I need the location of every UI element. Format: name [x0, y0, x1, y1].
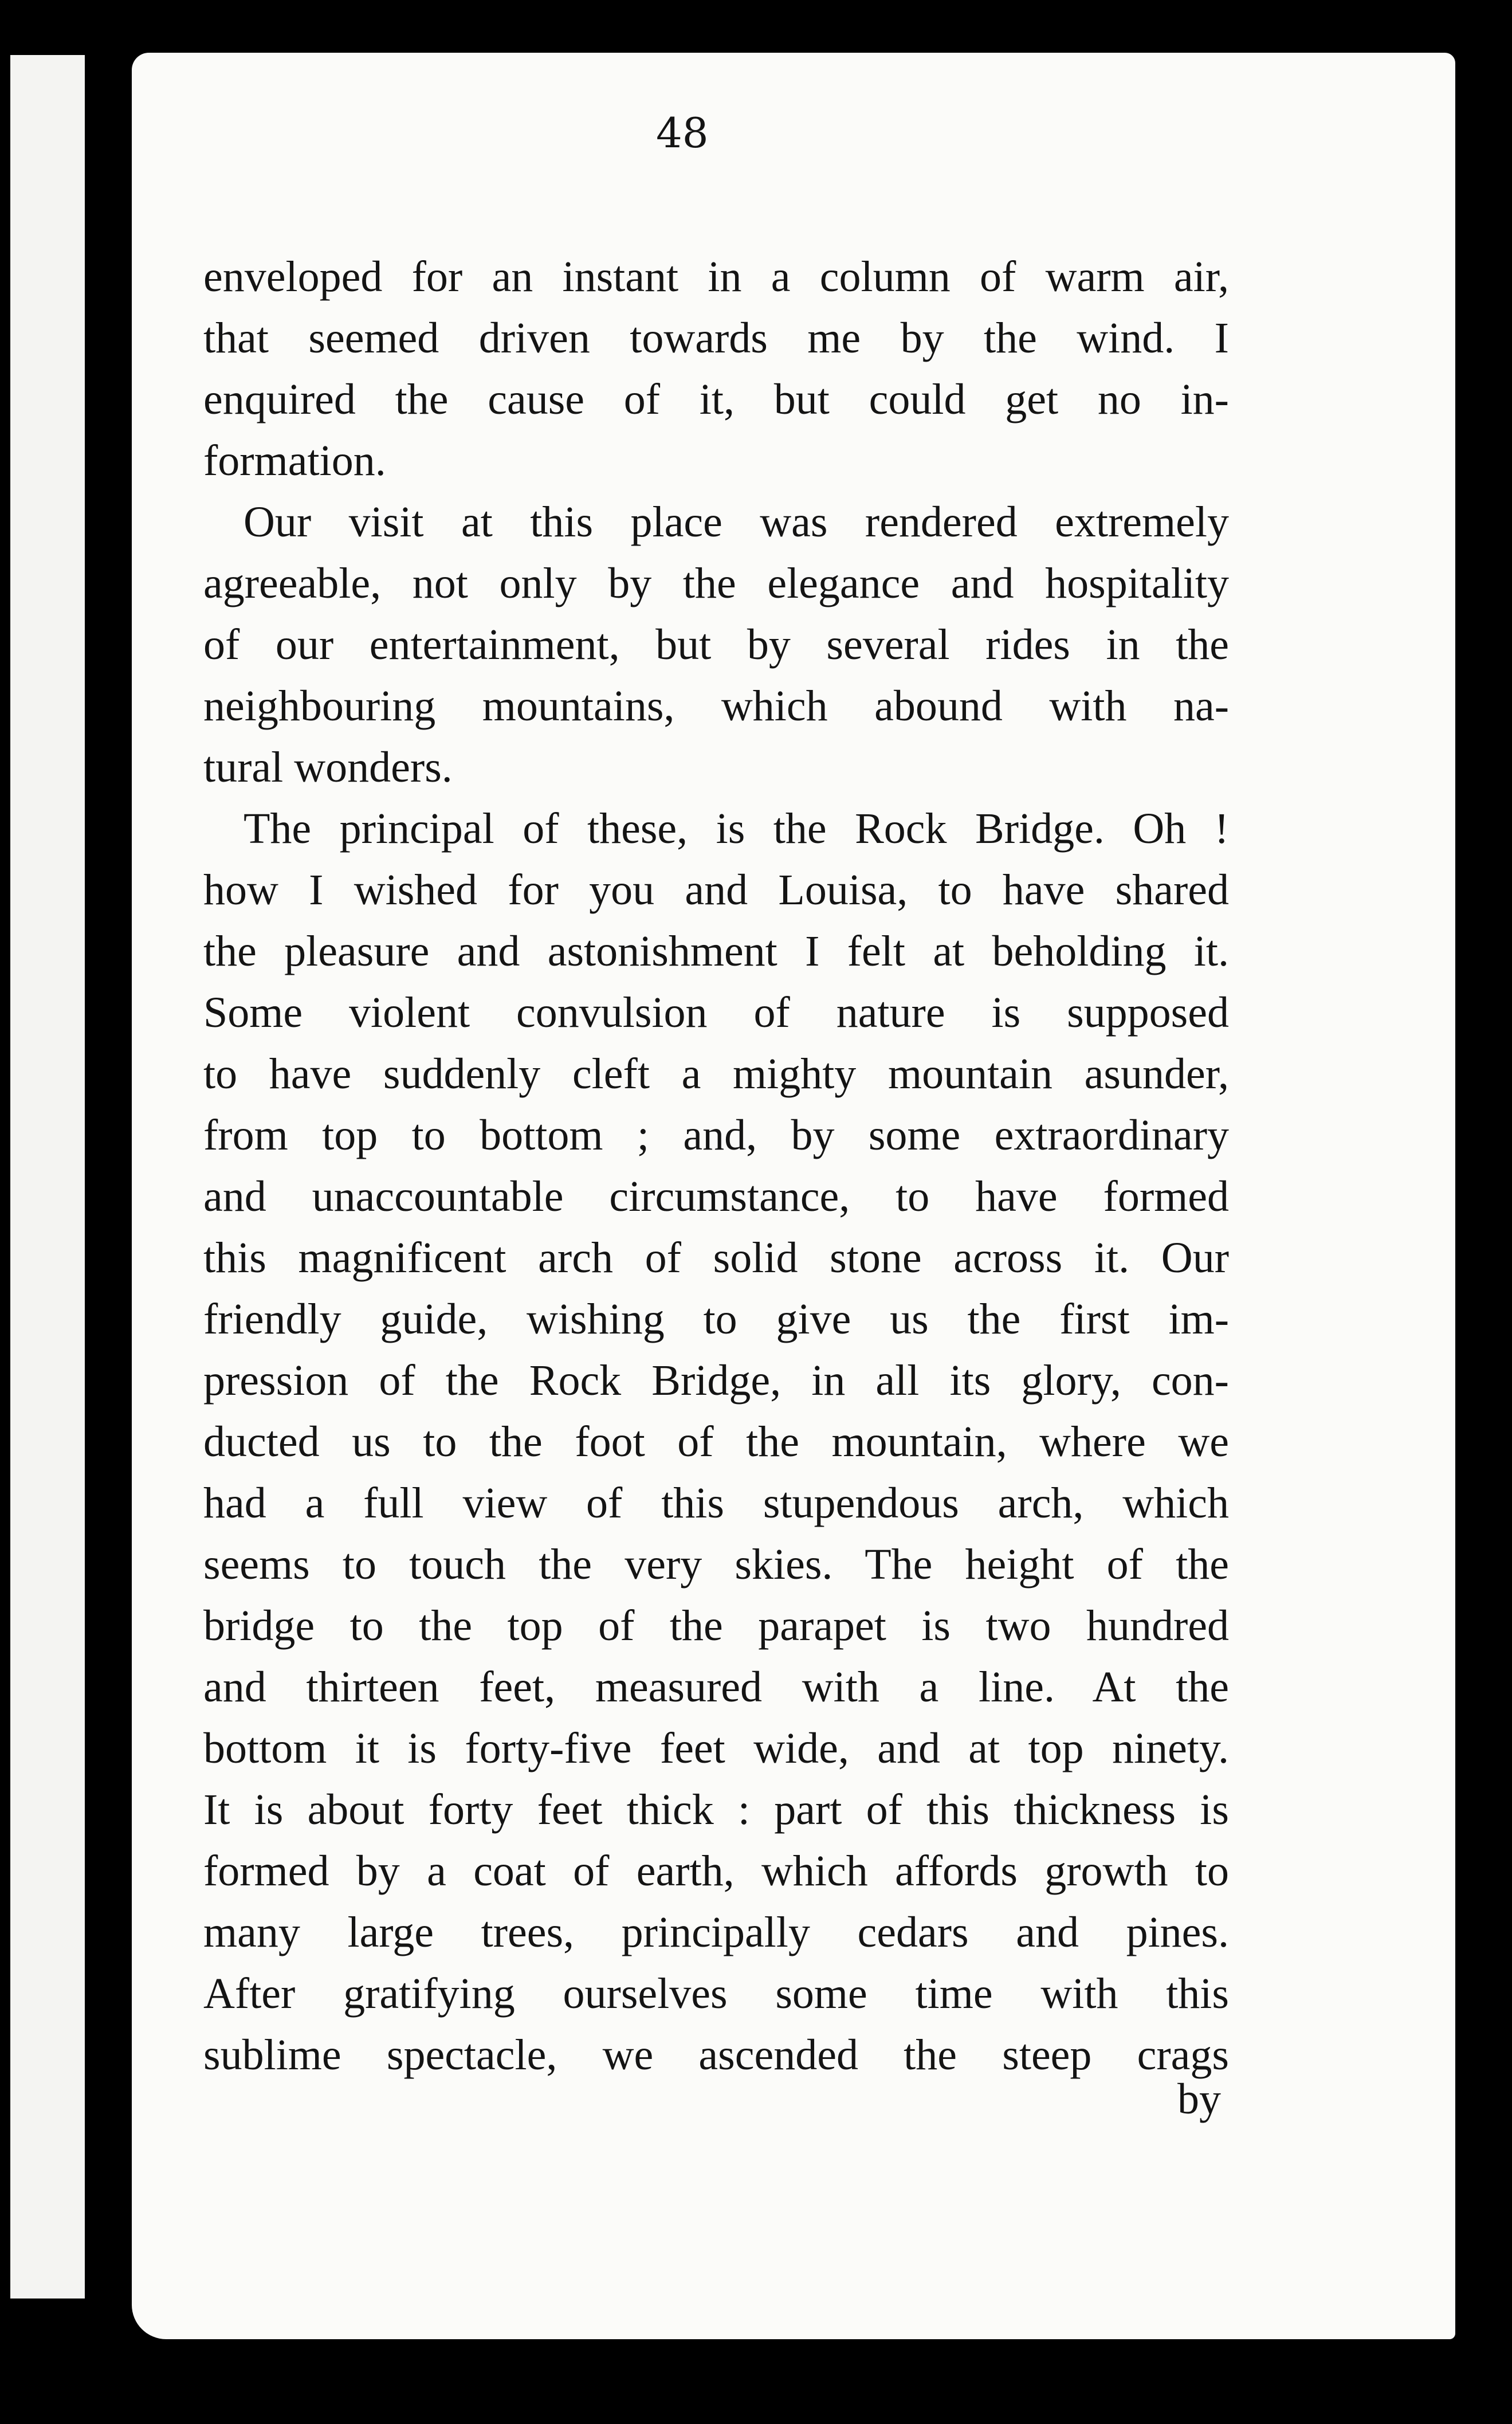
- adjacent-page-edge: [10, 55, 85, 2299]
- text-line: agreeable, not only by the elegance and hospitality: [203, 559, 1229, 607]
- text-line: many large trees, principally cedars and pines.: [203, 1908, 1229, 1956]
- text-line: formed by a coat of earth, which affords growth to: [203, 1847, 1229, 1895]
- paragraph-1: [203, 246, 1229, 492]
- paragraph-3: [203, 798, 1229, 2086]
- text-line: how I wished for you and Louisa, to have shared: [203, 866, 1229, 914]
- paragraph-2: [203, 492, 1229, 798]
- text-line: Some violent convulsion of nature is supposed: [203, 989, 1229, 1037]
- text-line: pression of the Rock Bridge, in all its glory, con-: [203, 1356, 1229, 1405]
- text-line: and thirteen feet, measured with a line. At the: [203, 1663, 1229, 1711]
- text-line: formation.: [203, 437, 386, 485]
- page-body: [203, 246, 1229, 2086]
- text-line: bottom it is forty-five feet wide, and at top ninety.: [203, 1724, 1229, 1772]
- text-line: After gratifying ourselves some time with this: [203, 1970, 1229, 2018]
- text-line: neighbouring mountains, which abound with na-: [203, 682, 1229, 730]
- text-line: sublime spectacle, we ascended the steep crags: [203, 2031, 1229, 2079]
- text-line: ducted us to the foot of the mountain, where we: [203, 1418, 1229, 1466]
- text-line: friendly guide, wishing to give us the first im-: [203, 1295, 1229, 1343]
- text-line: from top to bottom ; and, by some extraordinary: [203, 1111, 1229, 1159]
- text-line: this magnificent arch of solid stone across it. Our: [203, 1234, 1229, 1282]
- text-line: enquired the cause of it, but could get no in-: [203, 375, 1229, 423]
- text-line: tural wonders.: [203, 743, 453, 791]
- page-number: 48: [656, 109, 709, 157]
- text-line: enveloped for an instant in a column of warm air,: [203, 253, 1229, 301]
- catchword: by: [1177, 2075, 1221, 2123]
- text-line: It is about forty feet thick : part of this thickness is: [203, 1786, 1229, 1834]
- text-line: seems to touch the very skies. The height of the: [203, 1540, 1229, 1588]
- text-line: and unaccountable circumstance, to have formed: [203, 1172, 1229, 1221]
- text-line: Our visit at this place was rendered extremely: [244, 498, 1229, 546]
- text-line: of our entertainment, but by several rides in the: [203, 621, 1229, 669]
- text-line: bridge to the top of the parapet is two hundred: [203, 1602, 1229, 1650]
- text-line: The principal of these, is the Rock Bridge. Oh !: [244, 805, 1229, 853]
- text-line: the pleasure and astonishment I felt at beholding it.: [203, 927, 1229, 975]
- text-line: to have suddenly cleft a mighty mountain asunder,: [203, 1050, 1229, 1098]
- text-line: that seemed driven towards me by the wind. I: [203, 314, 1229, 362]
- text-line: had a full view of this stupendous arch, which: [203, 1479, 1229, 1527]
